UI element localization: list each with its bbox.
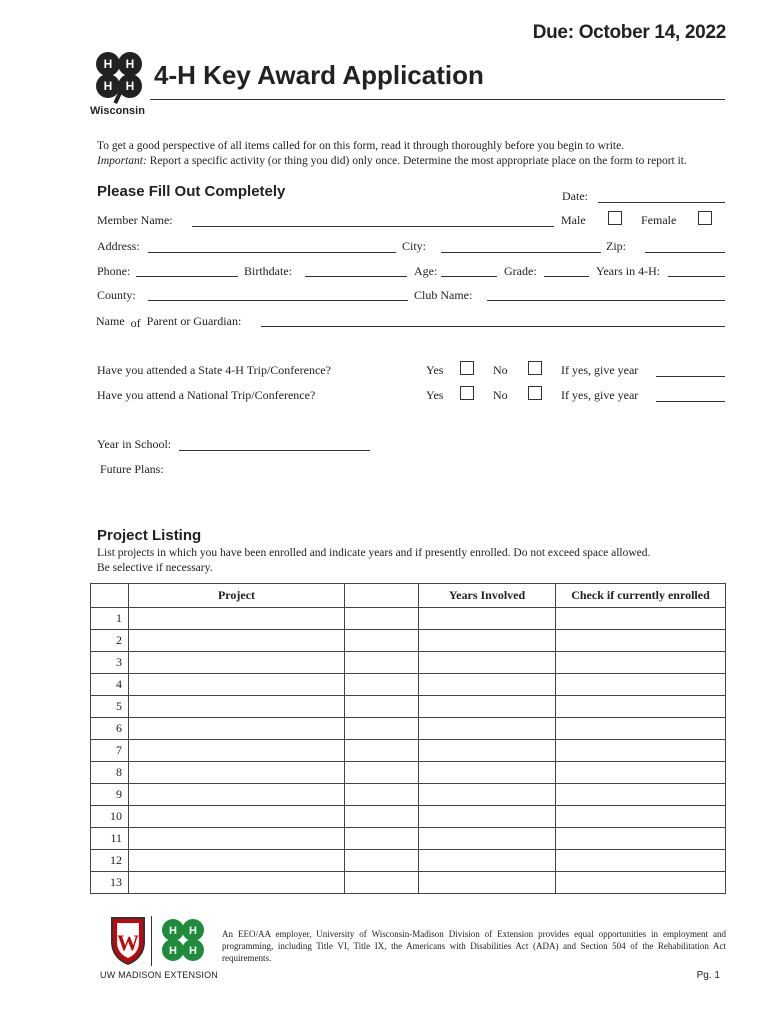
enrolled-cell[interactable] (556, 652, 726, 674)
table-row (91, 828, 726, 850)
row-number: 4 (91, 674, 129, 696)
national-trip-question: Have you attend a National Trip/Conference? (97, 388, 316, 402)
svg-text:H: H (125, 79, 135, 93)
enrolled-cell[interactable] (556, 872, 726, 894)
years-in-4h-field[interactable] (668, 276, 725, 277)
years-involved-cell[interactable] (419, 872, 556, 894)
grade-field[interactable] (544, 276, 589, 277)
spacer-cell[interactable] (345, 784, 419, 806)
svg-text:H: H (103, 79, 113, 93)
guardian-field[interactable] (261, 326, 725, 327)
table-row (91, 630, 726, 652)
project-cell[interactable] (129, 828, 345, 850)
project-cell[interactable] (129, 630, 345, 652)
years-involved-cell[interactable] (419, 608, 556, 630)
project-instructions: List projects in which you have been enrolled and indicate years and if presently enrolled. Do not exceed space allowed. Be selective if necessary. (97, 547, 651, 574)
enrolled-cell[interactable] (556, 674, 726, 696)
state-trip-question: Have you attended a State 4-H Trip/Conference? (97, 363, 331, 377)
female-label: Female (641, 213, 677, 227)
svg-text:H: H (169, 925, 177, 937)
date-field[interactable] (598, 202, 725, 203)
years-involved-column-header: Years Involved (419, 584, 556, 608)
national-year-field[interactable] (656, 401, 725, 402)
enrolled-cell[interactable] (556, 762, 726, 784)
row-number: 12 (91, 850, 129, 872)
intro-text (97, 139, 727, 169)
phone-field[interactable] (136, 276, 238, 277)
spacer-cell[interactable] (345, 828, 419, 850)
fill-out-heading: Please Fill Out Completely (97, 183, 286, 200)
enrolled-cell[interactable] (556, 740, 726, 762)
project-column-header: Project (129, 584, 345, 608)
footer-logo-divider (151, 916, 152, 966)
enrolled-cell[interactable] (556, 784, 726, 806)
project-table (90, 583, 726, 894)
national-no-checkbox[interactable] (528, 386, 542, 400)
county-label: County: (97, 288, 136, 302)
enrolled-cell[interactable] (556, 828, 726, 850)
svg-text:H: H (189, 925, 197, 937)
due-date: Due: October 14, 2022 (532, 22, 726, 43)
table-header-row (91, 584, 726, 608)
table-row (91, 784, 726, 806)
county-field[interactable] (148, 300, 408, 301)
years-involved-cell[interactable] (419, 762, 556, 784)
member-name-label: Member Name: (97, 213, 173, 227)
national-if-yes-label: If yes, give year (561, 388, 639, 402)
years-involved-cell[interactable] (419, 652, 556, 674)
table-row (91, 850, 726, 872)
spacer-cell[interactable] (345, 718, 419, 740)
spacer-cell[interactable] (345, 696, 419, 718)
row-number: 11 (91, 828, 129, 850)
intro-line-2: Important: Report a specific activity (or thing you did) only once. Determine the most appropriate place on the form to report it. (97, 155, 687, 167)
years-involved-cell[interactable] (419, 740, 556, 762)
row-number-header (91, 584, 129, 608)
project-cell[interactable] (129, 652, 345, 674)
spacer-cell[interactable] (345, 806, 419, 828)
future-plans-label: Future Plans: (100, 462, 164, 476)
project-cell[interactable] (129, 872, 345, 894)
intro-line-1: To get a good perspective of all items called for on this form, read it through thoroughly before you begin to write. (97, 140, 625, 152)
spacer-cell[interactable] (345, 674, 419, 696)
enrolled-cell[interactable] (556, 630, 726, 652)
row-number: 3 (91, 652, 129, 674)
address-field[interactable] (148, 252, 396, 253)
page-title: 4-H Key Award Application (154, 60, 484, 90)
male-checkbox[interactable] (608, 211, 622, 225)
birthdate-field[interactable] (305, 276, 407, 277)
row-number: 10 (91, 806, 129, 828)
project-cell[interactable] (129, 608, 345, 630)
state-if-yes-label: If yes, give year (561, 363, 639, 377)
spacer-cell[interactable] (345, 630, 419, 652)
year-in-school-field[interactable] (179, 450, 370, 451)
project-cell[interactable] (129, 740, 345, 762)
project-cell[interactable] (129, 850, 345, 872)
grade-label: Grade: (504, 264, 537, 278)
guardian-label: Name of Parent or Guardian: (96, 314, 242, 330)
club-name-field[interactable] (487, 300, 725, 301)
city-label: City: (402, 239, 427, 253)
age-field[interactable] (441, 276, 497, 277)
table-row (91, 872, 726, 894)
svg-text:H: H (103, 57, 113, 71)
row-number: 13 (91, 872, 129, 894)
spacer-cell[interactable] (345, 872, 419, 894)
state-yes-label: Yes (426, 363, 444, 377)
male-label: Male (561, 213, 586, 227)
project-cell[interactable] (129, 784, 345, 806)
state-no-checkbox[interactable] (528, 361, 542, 375)
state-no-label: No (493, 363, 508, 377)
birthdate-label: Birthdate: (244, 264, 292, 278)
eeo-notice: An EEO/AA employer, University of Wisconsin-Madison Division of Extension provides equal opportunities in employment and programming, including Title VI, Title IX, the Americans with Disabilities Act (ADA) and Section 504 of the Rehabilitation Act requirements. (222, 929, 726, 963)
state-year-field[interactable] (656, 376, 725, 377)
years-involved-cell[interactable] (419, 850, 556, 872)
years-involved-cell[interactable] (419, 806, 556, 828)
project-cell[interactable] (129, 674, 345, 696)
svg-text:W: W (117, 930, 139, 955)
club-name-label: Club Name: (414, 288, 473, 302)
national-yes-checkbox[interactable] (460, 386, 474, 400)
uw-crest-icon (108, 914, 148, 966)
years-in-4h-label: Years in 4-H: (596, 264, 661, 278)
years-involved-cell[interactable] (419, 784, 556, 806)
national-yes-label: Yes (426, 388, 444, 402)
row-number: 1 (91, 608, 129, 630)
row-number: 6 (91, 718, 129, 740)
project-listing-heading: Project Listing (97, 527, 202, 544)
svg-text:H: H (125, 57, 135, 71)
age-label: Age: (414, 264, 438, 278)
table-row (91, 718, 726, 740)
table-row (91, 806, 726, 828)
row-number: 8 (91, 762, 129, 784)
table-row (91, 674, 726, 696)
enrolled-cell[interactable] (556, 696, 726, 718)
years-involved-cell[interactable] (419, 718, 556, 740)
city-field[interactable] (441, 252, 601, 253)
zip-label: Zip: (606, 239, 626, 253)
national-no-label: No (493, 388, 508, 402)
svg-text:H: H (169, 945, 177, 957)
table-row (91, 608, 726, 630)
page-number: Pg. 1 (696, 970, 720, 981)
enrolled-cell[interactable] (556, 806, 726, 828)
member-name-field[interactable] (192, 226, 554, 227)
important-label: Important: (97, 155, 147, 167)
project-cell[interactable] (129, 806, 345, 828)
address-label: Address: (97, 239, 140, 253)
uw-extension-label: UW MADISON EXTENSION (100, 970, 219, 980)
table-row (91, 696, 726, 718)
spacer-column-header (345, 584, 419, 608)
spacer-cell[interactable] (345, 762, 419, 784)
table-row (91, 762, 726, 784)
phone-label: Phone: (97, 264, 131, 278)
project-cell[interactable] (129, 696, 345, 718)
spacer-cell[interactable] (345, 608, 419, 630)
enrolled-cell[interactable] (556, 608, 726, 630)
svg-text:H: H (189, 945, 197, 957)
row-number: 7 (91, 740, 129, 762)
4h-green-clover-icon (156, 914, 210, 968)
year-in-school-label: Year in School: (97, 437, 172, 451)
logo-caption: Wisconsin (90, 105, 145, 117)
years-involved-cell[interactable] (419, 630, 556, 652)
project-table-body (91, 608, 726, 894)
row-number: 9 (91, 784, 129, 806)
date-label: Date: (562, 189, 588, 203)
project-cell[interactable] (129, 718, 345, 740)
enrolled-column-header: Check if currently enrolled (556, 584, 726, 608)
row-number: 5 (91, 696, 129, 718)
years-involved-cell[interactable] (419, 696, 556, 718)
title-divider (150, 99, 725, 100)
state-yes-checkbox[interactable] (460, 361, 474, 375)
spacer-cell[interactable] (345, 850, 419, 872)
years-involved-cell[interactable] (419, 674, 556, 696)
zip-field[interactable] (645, 252, 725, 253)
table-row (91, 740, 726, 762)
spacer-cell[interactable] (345, 652, 419, 674)
enrolled-cell[interactable] (556, 718, 726, 740)
enrolled-cell[interactable] (556, 850, 726, 872)
years-involved-cell[interactable] (419, 828, 556, 850)
project-cell[interactable] (129, 762, 345, 784)
spacer-cell[interactable] (345, 740, 419, 762)
table-row (91, 652, 726, 674)
row-number: 2 (91, 630, 129, 652)
female-checkbox[interactable] (698, 211, 712, 225)
